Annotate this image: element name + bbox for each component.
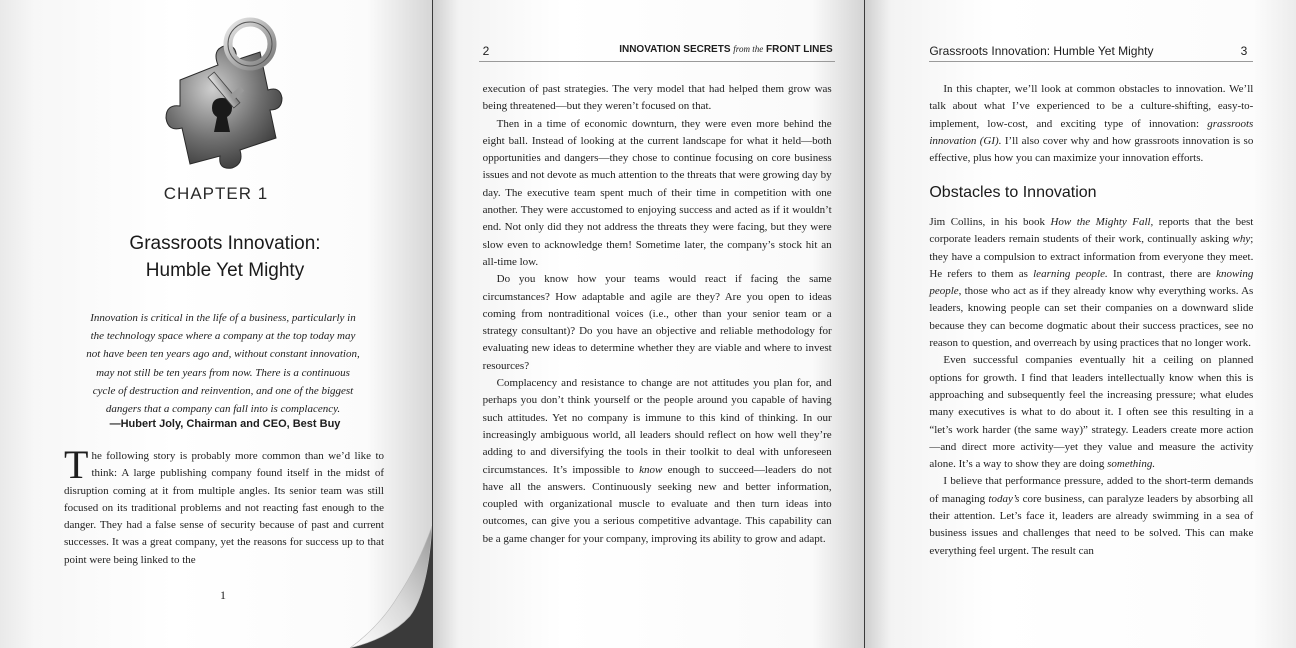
chapter-running-title: Grassroots Innovation: Humble Yet Mighty [929, 44, 1154, 58]
page-2 [433, 0, 865, 648]
epigraph-line: dangers that a company can fall into is complacency. [105, 403, 341, 416]
epigraph-line: the technology space where a company at the top today may [90, 330, 356, 343]
page-number: 3 [1240, 44, 1248, 58]
chapter-label: CHAPTER 1 [163, 184, 269, 203]
chapter-title-line-2: Humble Yet Mighty [145, 260, 305, 281]
page-number: 2 [482, 44, 490, 58]
epigraph-attribution: —Hubert Joly, Chairman and CEO, Best Buy [109, 418, 341, 430]
drop-cap: T [64, 442, 89, 487]
chapter-title-line-1: Grassroots Innovation: [129, 233, 321, 254]
running-head [479, 44, 835, 62]
paragraph: Jim Collins, in his book How the Mighty Fall, reports that the best corporate leaders remain students of their work, continually asking why; they have a compulsion to extract information from everyone they meet. He refers to them as learning people. In contrast, there are knowing people, those who act as if they already know why everything works. As leaders, knowing people can set their companies on a downward slide because they can become dogmatic about their success practices, see no reason to question, and overreach by using practices that no longer work. [929, 216, 1254, 350]
running-head [929, 44, 1253, 62]
epigraph-line: cycle of destruction and reinvention, and one of the biggest [92, 384, 354, 397]
body-text [929, 214, 1253, 560]
intro-paragraph: In this chapter, we’ll look at common obstacles to innovation. We’ll talk about what I’ve experienced to be a culture-shifting, easy-to-implement, low-cost, and exciting type of innovation: grassroots innovation (GI). I’ll also cover why and how grassroots innovation is so effective, plus how you can maximize your innovation efforts. [929, 83, 1254, 165]
body-text [483, 81, 832, 548]
page-1 [0, 0, 432, 648]
book-title: INNOVATION SECRETS from the FRONT LINES [619, 44, 833, 55]
epigraph-line: may not still be ten years from now. There is a continuous [96, 366, 350, 379]
epigraph [68, 309, 378, 418]
paragraph: Complacency and resistance to change are not attitudes you plan for, and perhaps you don’t think yourself or the people around you capable of having such attitudes. Yet no company is immune to this kind of thinking. In our increasingly ambiguous world, all leaders should reflect on how well they’re adding to and diversifying the tools in their toolkit to deal with unforeseen circumstances. It’s impossible to know enough to succeed—leaders do not have all the answers. Continuously seeking new and better information, coupled with organizational muscle to evaluate and then turn ideas into outcomes, can give you a serious competitive advantage. This capability can be a game changer for your company, improving its ability to grow and adapt. [482, 377, 832, 545]
paragraph: execution of past strategies. The very model that had helped them grow was being threatened—but they weren’t focused on that. [482, 83, 832, 113]
epigraph-line: Innovation is critical in the life of a business, particularly in [90, 312, 356, 324]
paragraph: Then in a time of economic downturn, they were even more behind the eight ball. Instead of looking at the current landscape for what it held—both opportunities and dangers—they chose to continue focusing on core business issues and not devote as much attention to the threats that were growing day by day. The executive team spent much of their time in competition with one another. They were accustomed to enjoying success and acted as if it wouldn’t end. Not only did they not address the threats they were facing, but they were slow even to acknowledge them! Sometime later, the company’s stock hit an all-time low. [482, 117, 832, 268]
paragraph: Do you know how your teams would react if facing the same circumstances? How adaptable and agile are they? Are you open to ideas coming from nontraditional voices (i.e., other than your senior team or a strategy consultant)? Do you have an objective and reliable methodology for evaluating new ideas to determine whether they are viable and where to invest resources? [482, 273, 832, 372]
chapter-title [0, 230, 432, 284]
page-number: 1 [220, 588, 226, 602]
opening-paragraph [64, 442, 384, 569]
paragraph: Even successful companies eventually hit a ceiling on planned options for growth. I find that leaders intellectually know when this is approaching and subsequently feel the increasing pressure; what eludes many executives is what to do about it. I often see this resulting in a “let’s work harder (the same way)” strategy. Leaders create more action—and direct more activity—yet they value and measure the activity alone. It’s a way to show they are doing something. [929, 354, 1254, 471]
paragraph: I believe that performance pressure, added to the short-term demands of managing today’s core business, can paralyze leaders by absorbing all their attention. Let’s face it, leaders are already swimming in a sea of business issues and challenges that need to be solved. This can make everything feel urgent. The result can [929, 475, 1254, 557]
section-heading: Obstacles to Innovation [929, 184, 1097, 201]
page-curl [340, 526, 432, 648]
puzzle-key-illustration [160, 10, 290, 180]
opening-paragraph-text: he following story is probably more common than we’d like to think: A large publishing company found itself in the midst of disruption coming at it from multiple angles. Its senior team was still focused on its traditional problems and not reacting fast enough to the danger. They had a false sense of security because of past and current successes. It was a great company, yet the reasons for success up to that point were being linked to the [64, 450, 384, 566]
epigraph-line: not have been ten years ago and, without constant innovation, [86, 348, 360, 361]
page-3 [865, 0, 1296, 648]
